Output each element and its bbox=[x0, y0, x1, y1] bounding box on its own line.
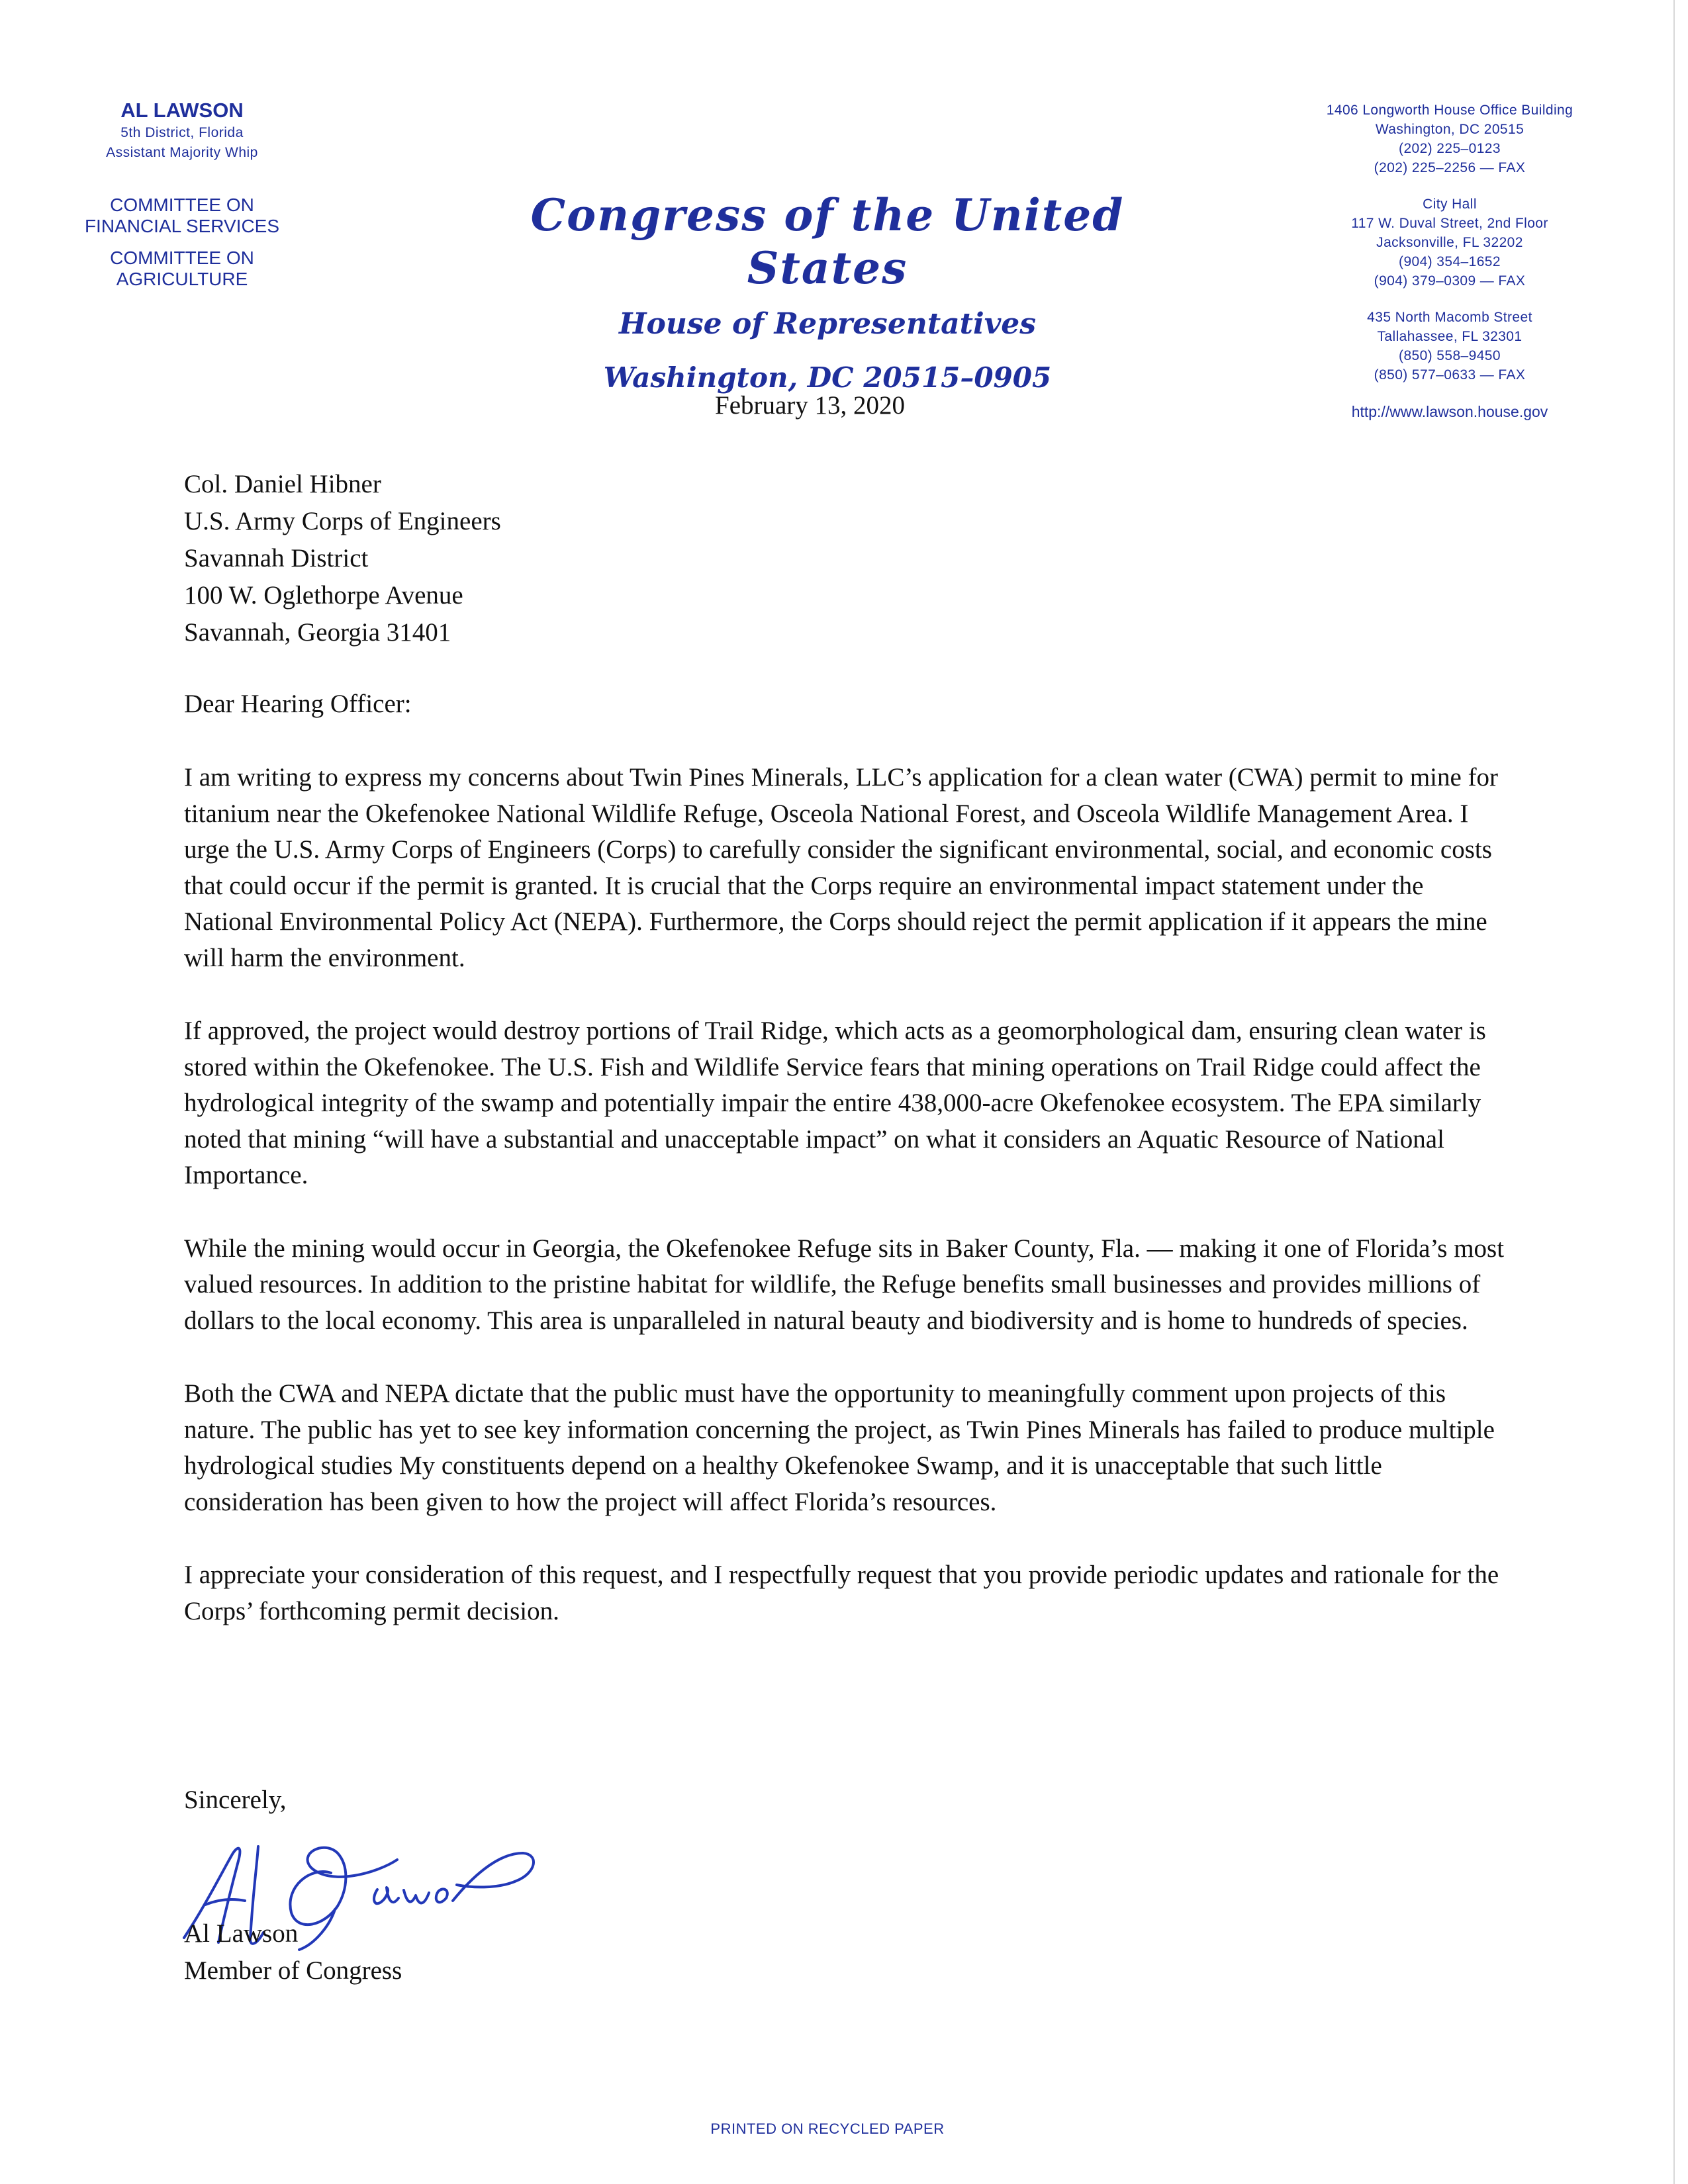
recipient-address bbox=[184, 466, 501, 651]
office-line: City Hall bbox=[1423, 197, 1477, 212]
member-name: AL LAWSON bbox=[120, 99, 244, 122]
letter-body bbox=[184, 760, 1508, 1666]
member-district: 5th District, Florida bbox=[120, 125, 244, 140]
office-phone: (850) 558–9450 bbox=[1399, 348, 1501, 363]
recipient-line: Savannah, Georgia 31401 bbox=[184, 618, 451, 647]
website-link[interactable]: http://www.lawson.house.gov bbox=[1351, 403, 1548, 420]
office-washington bbox=[1258, 101, 1642, 177]
recipient-line: Savannah District bbox=[184, 544, 369, 572]
office-line: 117 W. Duval Street, 2nd Floor bbox=[1351, 216, 1548, 231]
page-edge bbox=[1673, 0, 1675, 2184]
body-paragraph: I am writing to express my concerns about Twin Pines Minerals, LLC’s application for a clean water (CWA) permit to mine for titanium near the Okefenokee National Wildlife Refuge, Osceola National Forest, and Osceola Wildlife Management Area. I urge the U.S. Army Corps of Engineers (Corps) to carefully consider the significant environmental, social, and economic costs that could occur if the permit is granted. It is crucial that the Corps require an environmental impact statement under the National Environmental Policy Act (NEPA). Furthermore, the Corps should reject the permit application if it appears the mine will harm the environment. bbox=[184, 763, 1499, 972]
signer-title: Member of Congress bbox=[184, 1956, 402, 1985]
footer-note: PRINTED ON RECYCLED PAPER bbox=[710, 2120, 945, 2137]
congress-title: Congress of the United States bbox=[530, 189, 1125, 294]
office-jacksonville bbox=[1258, 195, 1642, 291]
house-title: House of Representatives bbox=[618, 307, 1037, 341]
office-line: 1406 Longworth House Office Building bbox=[1326, 103, 1573, 118]
letterhead-left bbox=[66, 98, 298, 290]
closing: Sincerely, bbox=[184, 1786, 287, 1814]
office-line: 435 North Macomb Street bbox=[1367, 310, 1532, 325]
committee-agriculture bbox=[66, 248, 298, 290]
office-line: Jacksonville, FL 32202 bbox=[1376, 235, 1523, 250]
body-paragraph: I appreciate your consideration of this request, and I respectfully request that you provide periodic updates and rationale for the Corps’ forthcoming permit decision. bbox=[184, 1561, 1499, 1625]
committee-financial-services bbox=[66, 195, 298, 237]
office-phone: (904) 354–1652 bbox=[1399, 254, 1501, 269]
recipient-line: 100 W. Oglethorpe Avenue bbox=[184, 581, 463, 610]
committee-name: AGRICULTURE bbox=[116, 269, 248, 289]
body-paragraph: If approved, the project would destroy portions of Trail Ridge, which acts as a geomorphological dam, ensuring clean water is stored within the Okefenokee. The U.S. Fish and Wildlife Service fears that mining operations on Trail Ridge could affect the hydrological integrity of the swamp and potentially impair the entire 438,000-acre Okefenokee ecosystem. The EPA similarly noted that mining “will have a substantial and unacceptable impact” on what it considers an Aquatic Resource of National Importance. bbox=[184, 1017, 1486, 1189]
body-paragraph: Both the CWA and NEPA dictate that the public must have the opportunity to meaningfully comment upon projects of this nature. The public has yet to see key information concerning the project, as Twin Pines Minerals has failed to produce multiple hydrological studies My constituents depend on a healthy Okefenokee Swamp, and it is unacceptable that such little consideration has been given to how the project will affect Florida’s resources. bbox=[184, 1379, 1495, 1516]
office-fax: (850) 577–0633 — FAX bbox=[1374, 367, 1526, 383]
member-role: Assistant Majority Whip bbox=[106, 145, 258, 160]
office-fax: (904) 379–0309 — FAX bbox=[1374, 273, 1526, 289]
salutation: Dear Hearing Officer: bbox=[184, 690, 412, 718]
letterhead-center bbox=[463, 189, 1192, 398]
signer-name: Al Lawson bbox=[184, 1919, 299, 1948]
committee-name: FINANCIAL SERVICES bbox=[84, 216, 280, 236]
office-tallahassee bbox=[1258, 308, 1642, 385]
committee-label: COMMITTEE ON bbox=[110, 195, 254, 215]
city-line: Washington, DC 20515–0905 bbox=[603, 361, 1052, 394]
office-line: Tallahassee, FL 32301 bbox=[1377, 329, 1523, 344]
office-line: Washington, DC 20515 bbox=[1375, 122, 1524, 137]
office-phone: (202) 225–0123 bbox=[1399, 141, 1501, 156]
recipient-line: Col. Daniel Hibner bbox=[184, 470, 381, 498]
committee-label: COMMITTEE ON bbox=[110, 248, 254, 268]
letterhead-right bbox=[1258, 101, 1642, 422]
recipient-line: U.S. Army Corps of Engineers bbox=[184, 507, 501, 535]
body-paragraph: While the mining would occur in Georgia, the Okefenokee Refuge sits in Baker County, Fla. — making it one of Florida’s most valued resources. In addition to the pristine habitat for wildlife, the Refuge benefits small businesses and provides millions of dollars to the local economy. This area is unparalleled in natural beauty and biodiversity and is home to hundreds of species. bbox=[184, 1234, 1505, 1335]
letter-date: February 13, 2020 bbox=[715, 391, 906, 420]
office-fax: (202) 225–2256 — FAX bbox=[1374, 160, 1526, 175]
